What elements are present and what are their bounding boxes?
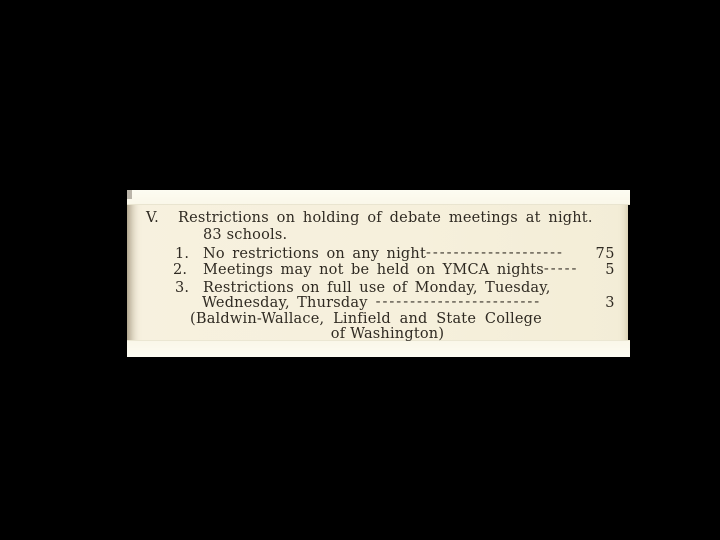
item-number: 1. <box>175 246 190 262</box>
paper-edge-highlight-top <box>127 190 630 205</box>
item-text: No restrictions on any night <box>203 246 426 262</box>
item-text-wrap <box>203 262 578 278</box>
section-heading-line <box>127 210 628 227</box>
item-value: 5 <box>605 262 615 278</box>
section-subtitle-line <box>127 227 628 244</box>
section-subtitle: 83 schools. <box>203 227 288 243</box>
item-number: 2. <box>173 262 188 278</box>
item-text-wrap <box>202 295 541 311</box>
note-text: of Washington) <box>330 326 445 342</box>
item-text: Meetings may not be held on YMCA nights <box>203 262 544 278</box>
table-row <box>127 262 628 279</box>
item-number: 3. <box>175 280 190 296</box>
note-text: (Baldwin-Wallace, Linfield and State College <box>190 311 542 327</box>
note-line-2 <box>127 326 638 343</box>
paper-edge-notch <box>127 190 132 199</box>
item-value: 75 <box>595 246 615 262</box>
item-text-wrap <box>203 246 564 262</box>
section-numeral: V. <box>146 210 159 226</box>
item-text: Restrictions on full use of Monday, Tuesday, <box>203 280 551 296</box>
section-title: Restrictions on holding of debate meetings at night. <box>178 210 593 226</box>
item-value: 3 <box>605 295 615 311</box>
leader-dashes: ----- <box>543 261 579 277</box>
item-continuation-text: Wednesday, Thursday <box>202 295 368 311</box>
leader-dashes: ------------------------ <box>375 294 542 310</box>
table-row-continuation <box>127 295 628 312</box>
leader-dashes: -------------------- <box>425 245 564 261</box>
scanned-page <box>127 190 628 357</box>
